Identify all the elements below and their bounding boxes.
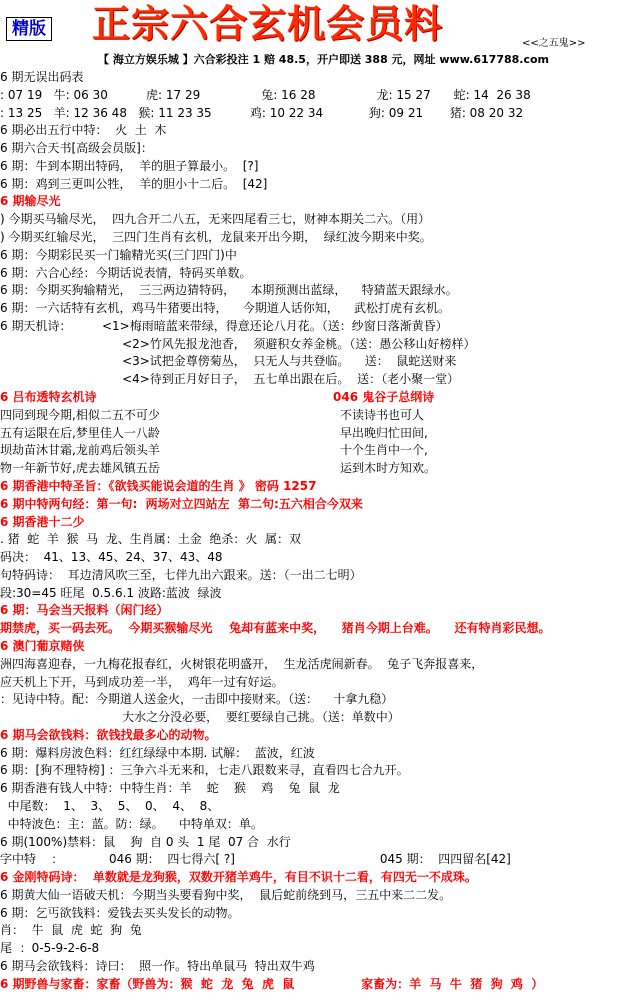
content-line: 段:30=45 旺尾 0.5.6.1 波路:蓝波 绿波: [0, 585, 222, 600]
content-line: 6 期野兽与家畜：家畜（野兽为：猴 蛇 龙 兔 虎 鼠 家畜为：羊 马 牛 猪 狗 鸡 ）: [0, 976, 544, 991]
content-line: 6 期：今期彩民买一门输精光买(三门四门)中: [0, 247, 237, 262]
content-line: 6 期：六合心经：今期话说表情，特码买单数。: [0, 265, 252, 280]
content-line: 物一年新节好,虎去雄风镇五岳: [0, 461, 160, 476]
content-line: 6 期(100%)禁料：鼠 狗 自 0 头 1 尾 07 合 水行: [0, 834, 291, 849]
content-line: 6 吕布透特玄机诗: [0, 390, 97, 405]
content-line: : 13 25 羊: 12 36 48 猴: 11 23 35 鸡: 10 22 34 狗: 09 21 猪: 08 20 32: [0, 105, 524, 120]
content-line: : 07 19 牛: 06 30 虎: 17 29 兔: 16 28 龙: 15 27 蛇: 14 26 38: [0, 87, 531, 102]
content-line: 6 期：一六话特有玄机，鸡马牛猪要出特， 今期道人话你知， 武松打虎有玄机。: [0, 301, 450, 316]
content-line: 6 金刚特码诗： 单数就是龙狗猴，双数开猪羊鸡牛，有目不识十二看，有四无一不成珠。: [0, 870, 477, 885]
ad-banner[interactable]: 【 海立方娱乐城 】六合彩投注 1 赔 48.5，开户即送 388 元，网址 www.617788.com: [98, 53, 549, 66]
content-line: <3>试把金尊傍菊丛， 只无人与共登临。 送： 鼠蛇送财来: [0, 354, 457, 369]
content-line: 6 期：[狗不理特榜] ：三争六斗无来和，七走八跟数来寻，直看四七合九开。: [0, 763, 409, 778]
right-column-line: 十个生肖中一个,: [340, 443, 428, 458]
content-line: 大水之分没必要， 要红要绿自己挑。（送：单数中）: [0, 710, 400, 725]
content-line: 五有运限在后,梦里佳人一八龄: [0, 425, 160, 440]
content-line: <4>待到正月好日子， 五七单出跟在后。 送：（老小聚一堂）: [0, 372, 460, 387]
right-column-line: 运到木时方知欢。: [340, 461, 437, 476]
content-line: 6 澳门葡京赌侠: [0, 638, 85, 653]
content-line: 6 期马会欲钱料：欲钱找最多心的动物。: [0, 727, 217, 742]
content-line: 6 期：牛到本期出特码， 羊的胆子算最小。 [?]: [0, 158, 259, 173]
content-line: ) 今期买红输尽光， 三四门生肖有玄机，龙鼠来开出今期， 绿红波今期来中奖。: [0, 230, 432, 245]
content-line: 尾 ：0-5-9-2-6-8: [0, 941, 100, 956]
page-header: [0, 0, 621, 50]
content-line: 6 期无误出码表: [0, 70, 84, 84]
content-line: 6 期必出五行中特： 火 土 木: [0, 123, 167, 138]
version-badge: 精版: [6, 17, 52, 41]
content-line: . 猪 蛇 羊 猴 马 龙、生肖属：土金 绝杀：火 属：双: [0, 532, 302, 547]
content-line: 6 期：今期买狗输精光， 三三两边猜特码， 本期预测出蓝绿， 特猜蓝天跟绿水。: [0, 283, 458, 298]
right-column-line: 046 鬼谷子总纲诗: [333, 390, 435, 405]
content-line: 6 期：马会当天报料（闲门经）: [0, 603, 169, 618]
content-line: 中尾数： 1、 3、 5、 0、 4、 8、: [0, 798, 220, 813]
content-line: 6 期黄大仙一语破天机：今期当头要看狗中奖， 鼠后蛇前绕到马，三五中来二二发。: [0, 887, 452, 902]
issue-tag: <<之五鬼>>: [522, 38, 586, 49]
content-line: ) 今期买马输尽光， 四九合开二八五，无来四尾看三七，财神本期关二六。（用）: [0, 212, 431, 227]
content-line: <2>竹风先报龙池香， 须避积女养金桃。（送：愚公移山好榜样）: [0, 336, 476, 351]
content-line: 6 期香港十二少: [0, 514, 85, 529]
content-line: 应天机上下开，马到成功差一半， 鸡年一过有好运。: [0, 674, 284, 689]
content-line: 洲四海喜迎春，一九梅花报春红，火树银花明盛开， 生龙活虎闹新春。 兔子飞奔报喜来，: [0, 656, 484, 671]
content-line: 6 期香港中特圣旨：《欲钱买能说会道的生肖 》 密码 1257: [0, 478, 317, 493]
content-line: 句特码诗： 耳边清风吹三至，七伴九出六跟来。送：（一出二七明）: [0, 567, 362, 582]
content-line: 中特波色：主：蓝。防：绿。 中特单双：单。: [0, 816, 263, 831]
page-title: 正宗六合玄机会员料: [92, 1, 444, 46]
content-line: 码决： 41、13、45、24、37、43、48: [0, 550, 223, 565]
content-line: 6 期中特两句经：第一句: 两场对立四站左 第二句:五六相合今双来: [0, 496, 363, 511]
content-line: 肖： 牛 鼠 虎 蛇 狗 兔: [0, 923, 142, 938]
content-line: 四同到现今期,相似二五不可少: [0, 407, 160, 422]
content-line: 字中特 ： 046 期： 四七得六[ ?] 045 期： 四四留名[42]: [0, 852, 511, 867]
content-line: ：见诗中特。配：今期道人送金火，一击即中接财来。（送： 十拿九稳）: [0, 692, 394, 707]
content-line: 6 期马会欲钱料：诗曰： 照一作。特出单鼠马 特出双牛鸡: [0, 959, 315, 973]
content-line: 6 期：鸡到三更叫公牲， 羊的胆小十二后。 [42]: [0, 176, 268, 191]
content-line: 6 期：乞丐欲钱料：爱钱去买头发长的动物。: [0, 905, 240, 920]
content-line: 6 期输尽光: [0, 194, 61, 209]
content-line: 期禁虎，买一码去死。 今期买猴输尽光 兔却有蓝来中奖， 猪肖今期上台难。 还有特肖彩民想。: [0, 621, 551, 636]
content-line: 6 期：爆料房波色料：红红绿绿中本期. 试解： 蓝波，红波: [0, 745, 315, 760]
right-column-line: 不读诗书也可人: [340, 407, 425, 422]
content-line: 6 期香港有钱人中特：中特生肖：羊 蛇 猴 鸡 兔 鼠 龙: [0, 781, 340, 796]
content-line: 坝劫苗沐甘霜,龙前鸡后领头羊: [0, 443, 160, 458]
content-line: 6 期六合天书[高级会员版]：: [0, 141, 153, 156]
right-column-line: 早出晚归忙田间,: [340, 425, 428, 440]
content-line: 6 期天机诗： <1>梅雨暗蓝来带绿，得意还论八月花。（送：纱窗日落渐黄昏）: [0, 318, 448, 333]
